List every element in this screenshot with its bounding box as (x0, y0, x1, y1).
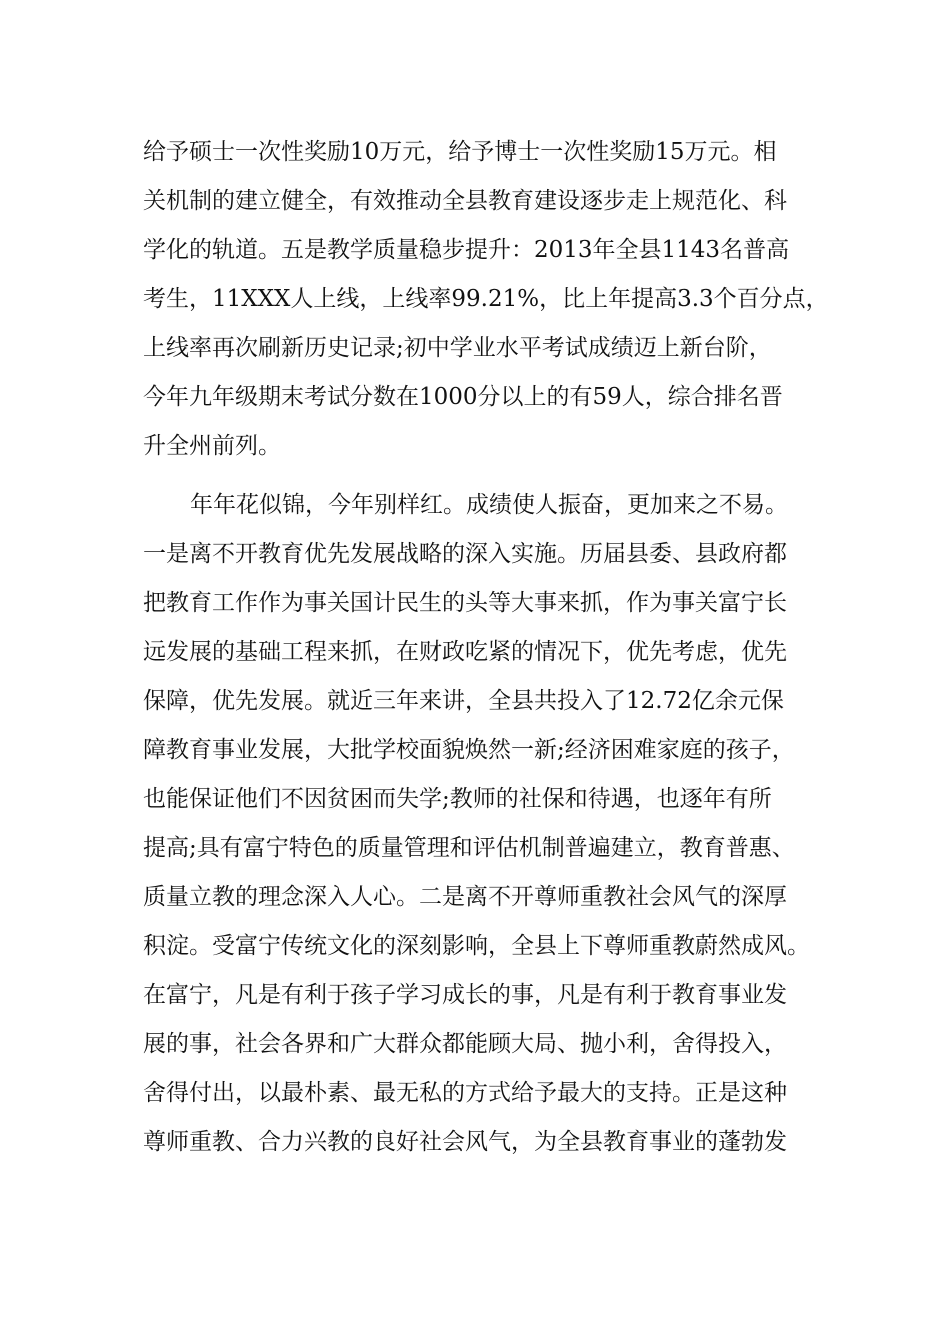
text-line: 质量立教的理念深入人心。二是离不开尊师重教社会风气的深厚 (143, 884, 787, 910)
text-line: 给予硕士一次性奖励10万元，给予博士一次性奖励15万元。相 (143, 139, 777, 165)
text-line: 考生，11XXX人上线，上线率99.21%，比上年提高3.3个百分点， (143, 286, 829, 312)
text-line: 学化的轨道。五是教学质量稳步提升：2013年全县1143名普高 (143, 237, 790, 263)
paragraph-first-line: 年年花似锦，今年别样红。成绩使人振奋，更加来之不易。 (190, 492, 788, 518)
text-line: 积淀。受富宁传统文化的深刻影响，全县上下尊师重教蔚然成风。 (143, 933, 810, 959)
text-line: 一是离不开教育优先发展战略的深入实施。历届县委、县政府都 (143, 541, 787, 567)
text-line: 远发展的基础工程来抓，在财政吃紧的情况下，优先考虑，优先 (143, 639, 787, 665)
text-line: 关机制的建立健全，有效推动全县教育建设逐步走上规范化、科 (143, 188, 787, 214)
text-line: 尊师重教、合力兴教的良好社会风气，为全县教育事业的蓬勃发 (143, 1129, 787, 1155)
text-line: 展的事，社会各界和广大群众都能顾大局、抛小利，舍得投入， (143, 1031, 787, 1057)
text-line: 升全州前列。 (143, 433, 281, 459)
text-line: 也能保证他们不因贫困而失学;教师的社保和待遇，也逐年有所 (143, 786, 772, 812)
text-line: 上线率再次刷新历史记录;初中学业水平考试成绩迈上新台阶， (143, 335, 772, 361)
text-line: 舍得付出，以最朴素、最无私的方式给予最大的支持。正是这种 (143, 1080, 787, 1106)
text-line: 在富宁，凡是有利于孩子学习成长的事，凡是有利于教育事业发 (143, 982, 787, 1008)
text-line: 保障，优先发展。就近三年来讲，全县共投入了12.72亿余元保 (143, 688, 784, 714)
text-line: 障教育事业发展，大批学校面貌焕然一新;经济困难家庭的孩子， (143, 737, 795, 763)
text-line: 今年九年级期末考试分数在1000分以上的有59人，综合排名晋 (143, 384, 783, 410)
text-line: 把教育工作作为事关国计民生的头等大事来抓，作为事关富宁长 (143, 590, 787, 616)
text-line: 提高;具有富宁特色的质量管理和评估机制普遍建立，教育普惠、 (143, 835, 795, 861)
